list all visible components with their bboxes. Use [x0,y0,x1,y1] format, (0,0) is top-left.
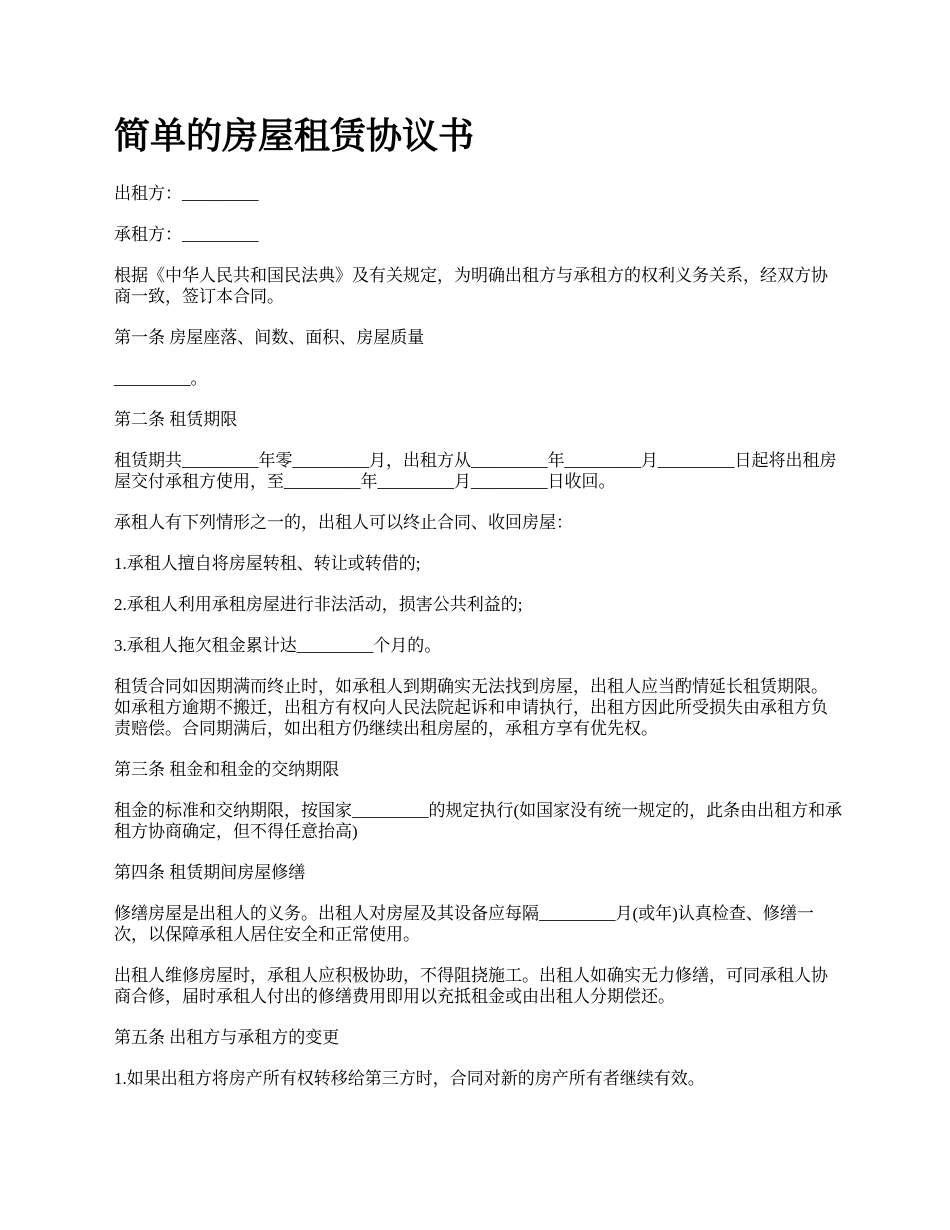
termination-item-1: 1.承租人擅自将房屋转租、转让或转借的; [114,554,421,573]
article-1-blank: _________。 [114,369,208,388]
article-5-heading: 第五条 出租方与承租方的变更 [114,1028,340,1047]
preamble-paragraph: 根据《中华人民共和国民法典》及有关规定，为明确出租方与承租方的权利义务关系，经双方协商一致，签订本合同。 [114,266,828,306]
article-1-heading: 第一条 房屋座落、间数、面积、房屋质量 [114,328,425,347]
termination-item-2: 2.承租人利用承租房屋进行非法活动，损害公共利益的; [114,595,523,614]
change-item-1: 1.如果出租方将房产所有权转移给第三方时，合同对新的房产所有者继续有效。 [114,1069,705,1088]
lessor-line: 出租方：_________ [114,184,259,203]
article-4-heading: 第四条 租赁期间房屋修缮 [114,863,306,882]
rent-paragraph: 租金的标准和交纳期限，按国家_________的规定执行(如国家没有统一规定的，此条由出租方和承租方协商确定，但不得任意抬高) [114,801,843,841]
expiry-paragraph: 租赁合同如因期满而终止时，如承租人到期确实无法找到房屋，出租人应当酌情延长租赁期限。如承租方逾期不搬迁，出租方有权向人民法院起诉和申请执行，出租方因此所受损失由承租方负责赔偿。合同期满后，如出租方仍继续出租房屋的，承租方享有优先权。 [114,677,828,738]
lease-term-paragraph: 租赁期共_________年零_________月，出租方从_________年_________月_________日起将出租房屋交付承租方使用，至_________年_________月_________日收回。 [114,451,837,491]
repair-paragraph-1: 修缮房屋是出租人的义务。出租人对房屋及其设备应每隔_________月(或年)认真检查、修缮一次，以保障承租人居住安全和正常使用。 [114,904,814,944]
article-3-heading: 第三条 租金和租金的交纳期限 [114,760,340,779]
document-title: 简单的房屋租赁协议书 [114,116,475,156]
repair-paragraph-2: 出租人维修房屋时，承租人应积极协助，不得阻挠施工。出租人如确实无力修缮，可同承租人协商合修，届时承租人付出的修缮费用即用以充抵租金或由出租人分期偿还。 [114,966,828,1006]
termination-intro: 承租人有下列情形之一的，出租人可以终止合同、收回房屋： [114,513,573,532]
article-2-heading: 第二条 租赁期限 [114,410,238,429]
termination-item-3: 3.承租人拖欠租金累计达_________个月的。 [114,636,442,655]
lessee-line: 承租方：_________ [114,225,259,244]
